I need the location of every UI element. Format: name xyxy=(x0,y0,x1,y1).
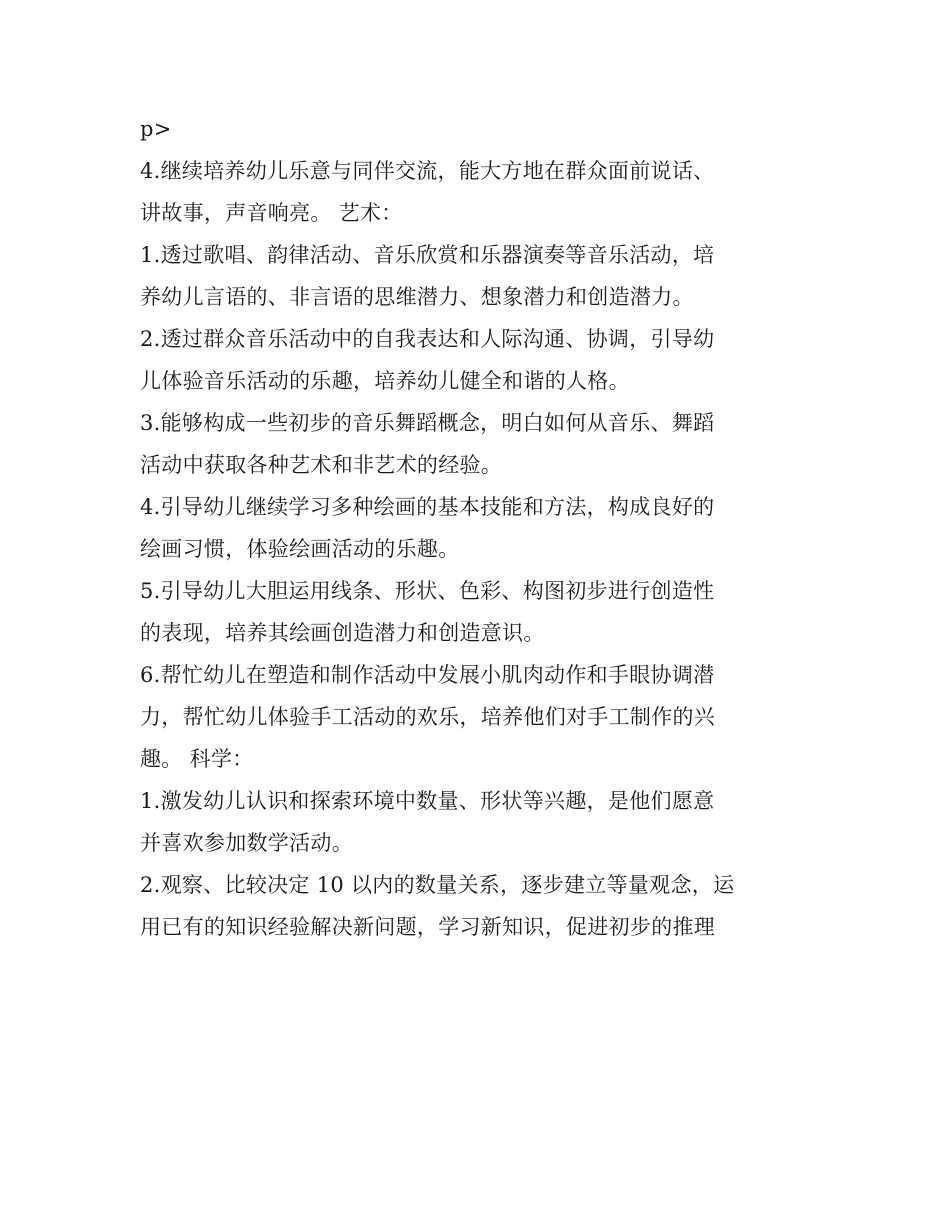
text-line: 养幼儿言语的、非言语的思维潜力、想象潜力和创造潜力。 xyxy=(140,285,694,309)
text-line: p> xyxy=(140,117,172,141)
text-line: 力，帮忙幼儿体验手工活动的欢乐，培养他们对手工制作的兴 xyxy=(140,705,716,729)
text-line: 4.引导幼儿继续学习多种绘画的基本技能和方法，构成良好的 xyxy=(140,495,715,519)
text-line: 并喜欢参加数学活动。 xyxy=(140,831,353,855)
text-line: 6.帮忙幼儿在塑造和制作活动中发展小肌肉动作和手眼协调潜 xyxy=(140,663,715,687)
text-line: 1.激发幼儿认识和探索环境中数量、形状等兴趣，是他们愿意 xyxy=(140,789,715,813)
text-line: 趣。 科学： xyxy=(140,747,254,771)
text-line: 用已有的知识经验解决新问题，学习新知识，促进初步的推理 xyxy=(140,915,716,939)
text-line: 3.能够构成一些初步的音乐舞蹈概念，明白如何从音乐、舞蹈 xyxy=(140,411,715,435)
text-line: 绘画习惯，体验绘画活动的乐趣。 xyxy=(140,537,460,561)
document-body xyxy=(140,108,830,948)
text-line: 的表现，培养其绘画创造潜力和创造意识。 xyxy=(140,621,545,645)
text-line: 讲故事，声音响亮。 艺术： xyxy=(140,201,403,225)
text-line: 4.继续培养幼儿乐意与同伴交流，能大方地在群众面前说话、 xyxy=(140,159,715,183)
text-line: 2.透过群众音乐活动中的自我表达和人际沟通、协调，引导幼 xyxy=(140,327,715,351)
text-line: 2.观察、比较决定 10 以内的数量关系，逐步建立等量观念，运 xyxy=(140,873,735,897)
text-line: 5.引导幼儿大胆运用线条、形状、色彩、构图初步进行创造性 xyxy=(140,579,715,603)
text-line: 1.透过歌唱、韵律活动、音乐欣赏和乐器演奏等音乐活动，培 xyxy=(140,243,715,267)
text-line: 儿体验音乐活动的乐趣，培养幼儿健全和谐的人格。 xyxy=(140,369,630,393)
text-line: 活动中获取各种艺术和非艺术的经验。 xyxy=(140,453,503,477)
